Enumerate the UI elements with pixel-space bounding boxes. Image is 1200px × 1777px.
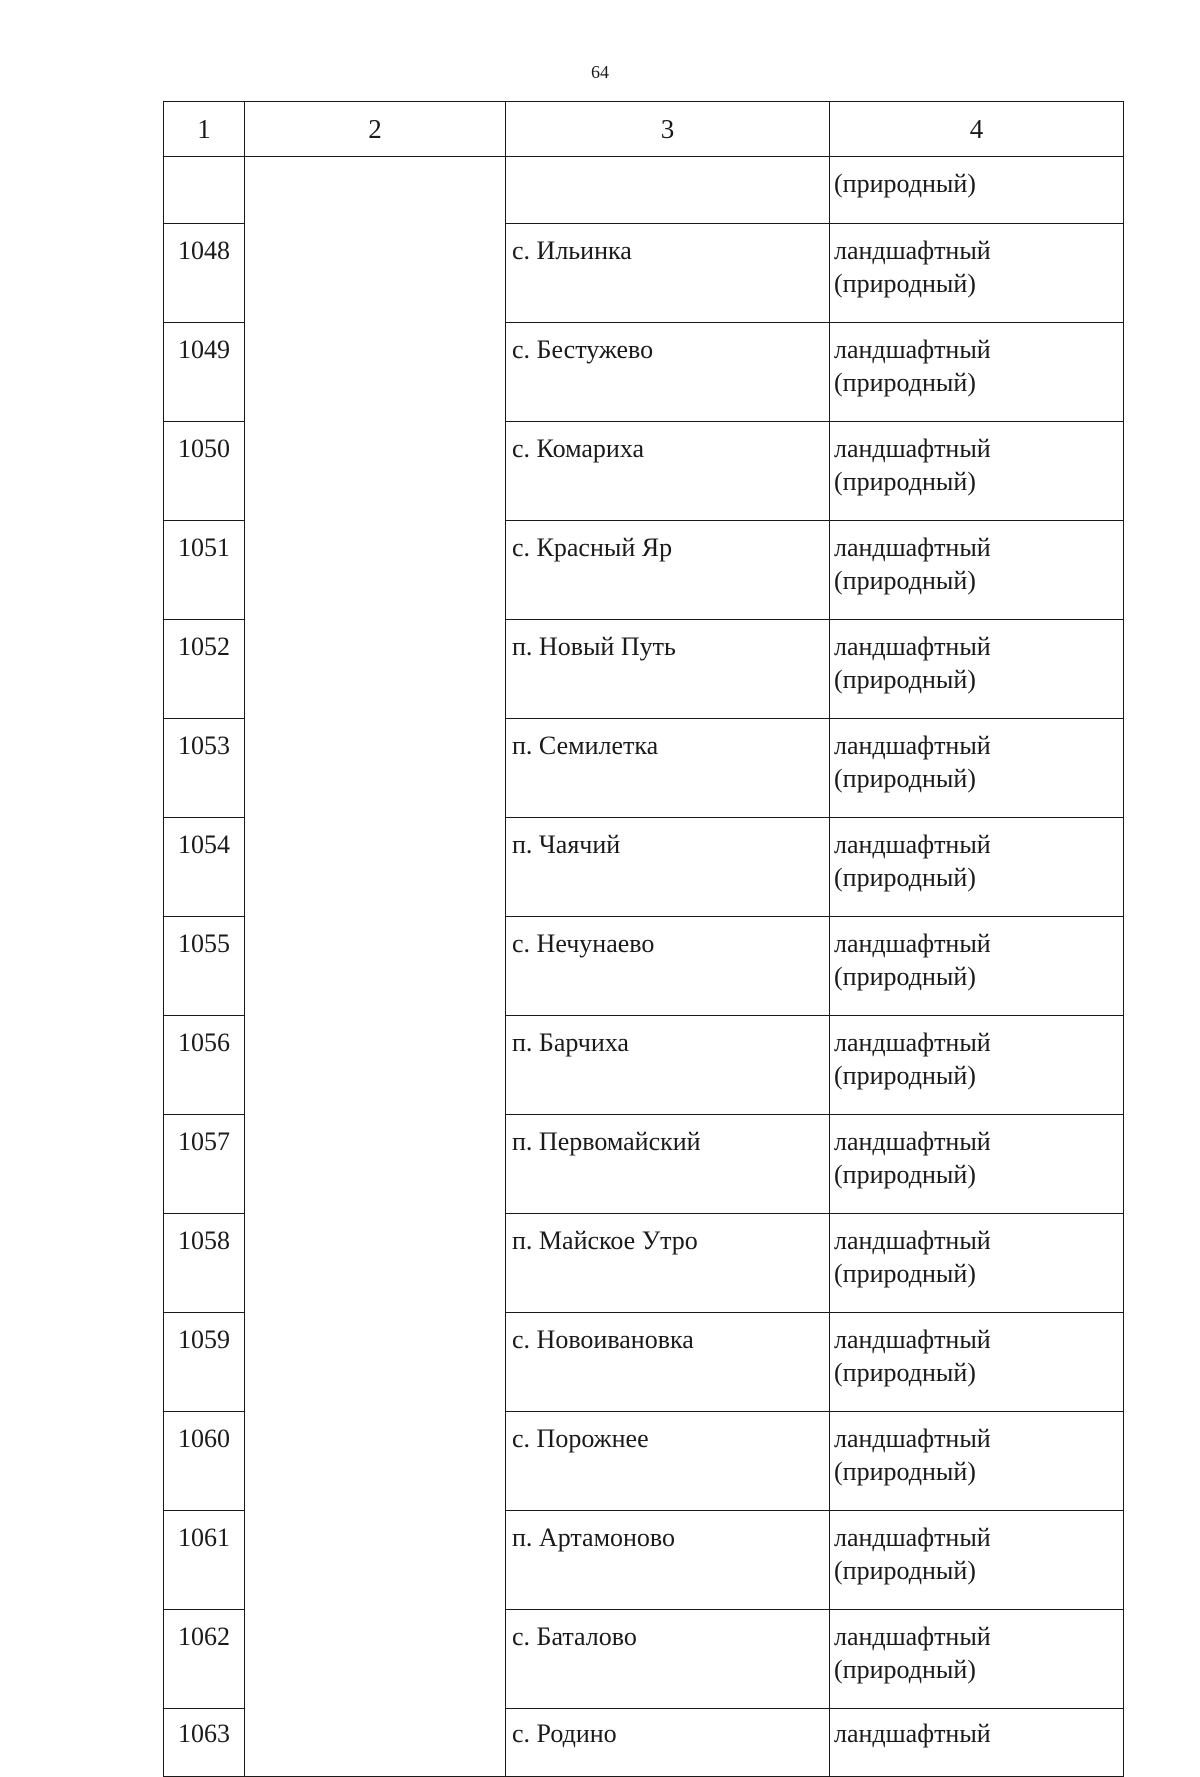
- kind-cell: [830, 1214, 1124, 1313]
- row-number-cell: 1059: [164, 1313, 245, 1412]
- kind-cell: [830, 1511, 1124, 1610]
- kind-line-1: ландшафтный: [834, 1622, 991, 1651]
- row-number-cell: 1054: [164, 818, 245, 917]
- kind-cell: [830, 1313, 1124, 1412]
- place-cell: с. Нечунаево: [506, 917, 830, 1016]
- kind-line-1: ландшафтный: [834, 1424, 991, 1453]
- row-number-cell: [164, 157, 245, 224]
- kind-line-1: ландшафтный: [834, 1028, 991, 1057]
- kind-cell: [830, 818, 1124, 917]
- row-number-cell: 1050: [164, 422, 245, 521]
- kind-cell: [830, 1016, 1124, 1115]
- kind-line-1: ландшафтный: [834, 1127, 991, 1156]
- kind-line-1: ландшафтный: [834, 1523, 991, 1552]
- heritage-sites-table: [163, 101, 1124, 1777]
- kind-line-1: ландшафтный: [834, 533, 991, 562]
- column-header-4: 4: [830, 102, 1124, 157]
- kind-cell: [830, 422, 1124, 521]
- column-header-2: 2: [245, 102, 506, 157]
- place-cell: п. Артамоново: [506, 1511, 830, 1610]
- kind-line-2: (природный): [834, 665, 976, 694]
- column-header-1: 1: [164, 102, 245, 157]
- kind-line-2: (природный): [834, 169, 976, 198]
- kind-line-1: ландшафтный: [834, 1226, 991, 1255]
- column-header-3: 3: [506, 102, 830, 157]
- kind-cell: [830, 1412, 1124, 1511]
- merged-column-2-cell: [245, 157, 506, 1777]
- kind-line-1: ландшафтный: [834, 929, 991, 958]
- row-number-cell: 1051: [164, 521, 245, 620]
- page-number: 64: [591, 62, 609, 82]
- kind-line-2: (природный): [834, 1457, 976, 1486]
- kind-line-2: (природный): [834, 1655, 976, 1684]
- kind-line-2: (природный): [834, 566, 976, 595]
- kind-line-2: (природный): [834, 962, 976, 991]
- kind-line-2: (природный): [834, 368, 976, 397]
- kind-line-2: (природный): [834, 1358, 976, 1387]
- place-cell: [506, 157, 830, 224]
- row-number-cell: 1058: [164, 1214, 245, 1313]
- kind-line-2: (природный): [834, 1259, 976, 1288]
- kind-line-1: ландшафтный: [834, 1325, 991, 1354]
- place-cell: с. Красный Яр: [506, 521, 830, 620]
- row-number-cell: 1049: [164, 323, 245, 422]
- place-cell: с. Баталово: [506, 1610, 830, 1709]
- kind-line-2: (природный): [834, 269, 976, 298]
- place-cell: с. Новоивановка: [506, 1313, 830, 1412]
- place-cell: с. Комариха: [506, 422, 830, 521]
- kind-cell: [830, 521, 1124, 620]
- kind-line-2: (природный): [834, 467, 976, 496]
- kind-cell: [830, 1610, 1124, 1709]
- kind-cell: [830, 620, 1124, 719]
- row-number-cell: 1057: [164, 1115, 245, 1214]
- kind-line-1: ландшафтный: [834, 335, 991, 364]
- kind-cell: [830, 719, 1124, 818]
- row-number-cell: 1053: [164, 719, 245, 818]
- kind-cell: [830, 1115, 1124, 1214]
- kind-line-1: ландшафтный: [834, 1719, 991, 1748]
- kind-line-1: ландшафтный: [834, 236, 991, 265]
- row-number-cell: 1055: [164, 917, 245, 1016]
- table-body: [164, 157, 1124, 1777]
- kind-line-1: ландшафтный: [834, 830, 991, 859]
- kind-line-2: (природный): [834, 764, 976, 793]
- kind-cell: [830, 1709, 1124, 1777]
- place-cell: с. Порожнее: [506, 1412, 830, 1511]
- place-cell: п. Первомайский: [506, 1115, 830, 1214]
- kind-line-2: (природный): [834, 1556, 976, 1585]
- kind-line-1: ландшафтный: [834, 632, 991, 661]
- kind-cell: [830, 917, 1124, 1016]
- place-cell: с. Бестужево: [506, 323, 830, 422]
- row-number-cell: 1048: [164, 224, 245, 323]
- kind-cell: [830, 323, 1124, 422]
- row-number-cell: 1061: [164, 1511, 245, 1610]
- place-cell: с. Родино: [506, 1709, 830, 1777]
- place-cell: п. Барчиха: [506, 1016, 830, 1115]
- kind-cell: [830, 224, 1124, 323]
- kind-line-2: (природный): [834, 863, 976, 892]
- kind-line-2: (природный): [834, 1061, 976, 1090]
- row-number-cell: 1056: [164, 1016, 245, 1115]
- kind-line-1: ландшафтный: [834, 731, 991, 760]
- place-cell: п. Чаячий: [506, 818, 830, 917]
- kind-line-1: ландшафтный: [834, 434, 991, 463]
- place-cell: п. Семилетка: [506, 719, 830, 818]
- row-number-cell: 1062: [164, 1610, 245, 1709]
- continuation-row: [164, 157, 1124, 224]
- row-number-cell: 1052: [164, 620, 245, 719]
- header-row: [164, 102, 1124, 157]
- place-cell: с. Ильинка: [506, 224, 830, 323]
- row-number-cell: 1060: [164, 1412, 245, 1511]
- kind-line-2: (природный): [834, 1160, 976, 1189]
- place-cell: п. Новый Путь: [506, 620, 830, 719]
- row-number-cell: 1063: [164, 1709, 245, 1777]
- place-cell: п. Майское Утро: [506, 1214, 830, 1313]
- kind-cell: [830, 157, 1124, 224]
